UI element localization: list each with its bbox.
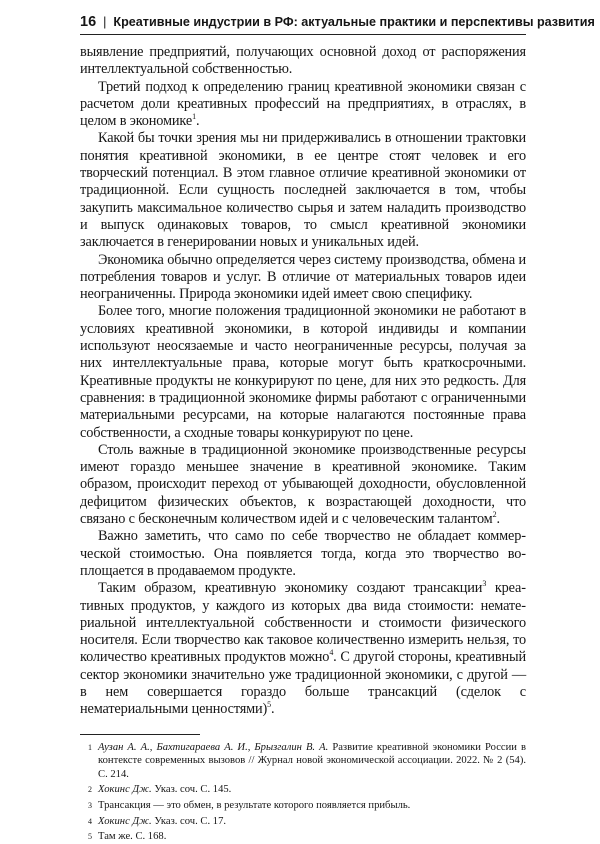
footnote-ref: 1 [192, 112, 196, 122]
paragraph: Экономика обычно определяется через систему производства, обмена и потребления товаров и услуг. В отличие от материальных товаров идеи неограниченны. Природа экономики идей имеет свою специфику. [80, 251, 526, 303]
footnotes [80, 741, 526, 844]
running-title: Креативные индустрии в РФ: актуальные практики и перспективы развития [113, 15, 595, 29]
footnote-ref: 3 [482, 579, 487, 589]
footnote: 5 Там же. С. 168. [88, 831, 167, 843]
page-number: 16 [80, 14, 97, 30]
body-text [80, 44, 526, 719]
paragraph: выявление предприятий, получающих основной доход от распоряжения интеллектуальной собственностью. [80, 44, 526, 78]
header-separator: | [103, 15, 107, 29]
paragraph: Важно заметить, что само по себе творчество не обладает коммерческой стоимостью. Она появляется тогда, когда это творчество воплощается в продаваемом продукте. [80, 528, 526, 579]
paragraph: Таким образом, креативную экономику создают трансакции$^3$ креативных продуктов, у каждого из которых два вида стоимости: нематериальной интеллектуальной собственности и стоимости физического носителя. Если творчество как таковое количественно измерить нельзя, то количество креативных продуктов можно$^4$. С другой стороны, креативный сектор экономики значительно уже традиционной экономики, с другой — в нем совершается гораздо больше трансакций (сделок с нематериальными ценностями)$^5$. [80, 579, 526, 718]
paragraph: Какой бы точки зрения мы ни придерживались в отношении трактовки понятия креативной экономики, в ее центре стоят человек и его творческий потенциал. В этом главное отличие креативной экономики от традиционной. Если сущность последней заключается в том, чтобы закупить максимальное количество сырья и затем наладить производство и выпуск одинаковых товаров, то смысл креативной экономики заключается в генерировании новых и уникальных идей. [80, 130, 526, 251]
footnote: 3 Трансакция — это обмен, в результате которого появляется прибыль. [88, 799, 411, 811]
footnote: 1 Аузан А. А., Бахтигараева А. И., Брызгалин В. А. Развитие креативной экономики России в контексте современных вызовов // Журнал новой экономической ассоциации. 2022. № 2 (54). С. 214. [88, 741, 527, 780]
footnote-ref: 5 [267, 700, 272, 710]
footnote-ref: 2 [492, 510, 497, 520]
running-header [80, 14, 595, 35]
paragraph: Третий подход к определению границ креативной экономики связан с расчетом доли креативных профессий на предприятиях, в отраслях, в целом в экономике$^1$. [80, 78, 526, 130]
footnote: 2 Хокинс Дж. Указ. соч. С. 145. [88, 784, 232, 796]
paragraph: Столь важные в традиционной экономике производственные ресурсы имеют гораздо меньшее значение в креативной экономике. Таким образом, происходит переход от убывающей доходности, обусловленной дефицитом физических объектов, к возрастающей доходности, что связано с бесконечным количеством идей и с человеческим талантом$^2$. [80, 441, 526, 528]
footnote: 4 Хокинс Дж. Указ. соч. С. 17. [88, 815, 227, 827]
footnote-divider [80, 734, 200, 735]
footnote-ref: 4 [329, 648, 334, 658]
paragraph: Более того, многие положения традиционной экономики не работают в условиях креативной экономики, в которой индивиды и компании используют неосязаемые и часто неограниченные ресурсы, получая за них интеллектуальные права, которые могут быть краткосрочными. Креативные продукты не конкурируют по цене, для них это редкость. Для сравнения: в традиционной экономике фирмы работают с ограниченными материальными ресурсами, на которые налагаются постоянные права собственности, а сходные товары конкурируют по цене. [80, 303, 526, 441]
